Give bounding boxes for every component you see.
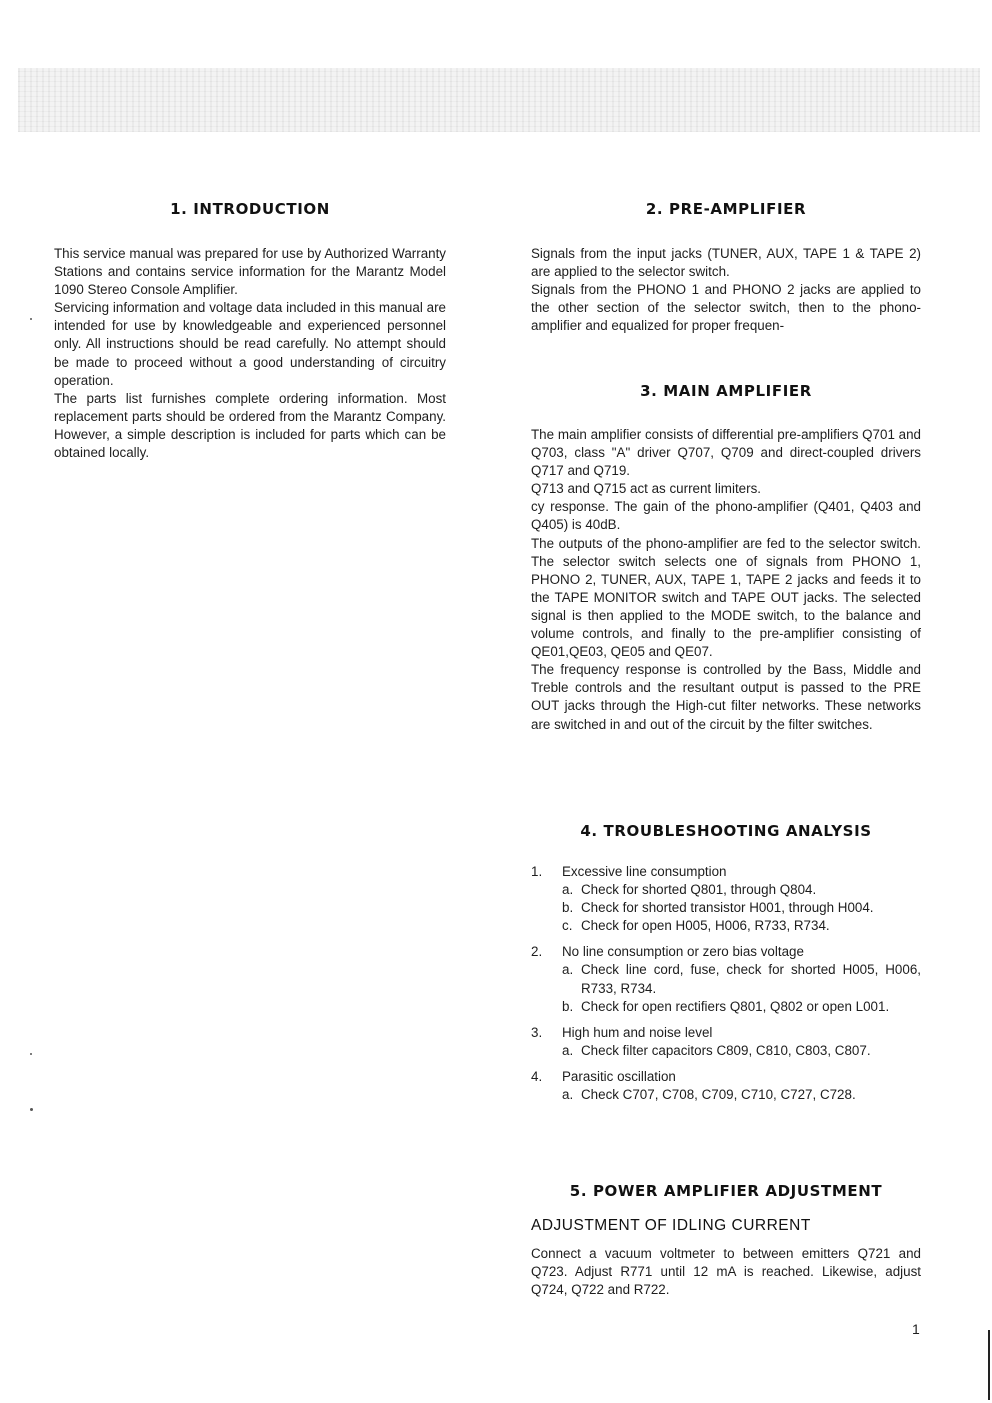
introduction-heading: 1. INTRODUCTION — [170, 200, 330, 218]
main-amp-paragraph-3: cy response. The gain of the phono-amplifier (Q401, Q403 and Q405) is 40dB. — [531, 499, 921, 533]
intro-paragraph-3: The parts list furnishes complete ordering information. Most replacement parts should be ordered from the Marantz Company. However, a simple description is included for parts which can be obtained locally. — [54, 390, 446, 461]
sub-item — [562, 917, 921, 935]
sub-item — [562, 1042, 921, 1060]
right-column — [531, 200, 921, 1320]
sub-item-letter: a. — [562, 962, 574, 978]
list-item — [531, 1024, 921, 1060]
pre-amplifier-heading: 2. PRE-AMPLIFIER — [645, 200, 807, 218]
pre-amplifier-section — [531, 200, 921, 335]
idling-current-paragraph: Connect a vacuum voltmeter to between emitters Q721 and Q723. Adjust R771 until 12 mA is reached. Likewise, adjust Q724, Q722 and R722. — [531, 1246, 921, 1298]
sub-item-letter: a. — [562, 1042, 574, 1058]
sub-item — [562, 961, 921, 997]
sub-item — [562, 1086, 921, 1104]
troubleshooting-section — [531, 822, 921, 1112]
list-item — [531, 943, 921, 1015]
sub-item-text: Check for shorted Q801, through Q804. — [581, 882, 817, 898]
sub-item-letter: c. — [562, 918, 573, 934]
sub-item — [562, 998, 921, 1016]
main-amplifier-heading: 3. MAIN AMPLIFIER — [640, 382, 812, 400]
page-edge-line — [988, 1330, 990, 1400]
sub-item — [562, 881, 921, 899]
intro-paragraph-1: This service manual was prepared for use by Authorized Warranty Stations and contains service information for the Marantz Model 1090 Stereo Console Amplifier. — [54, 246, 446, 298]
page-number: 1 — [912, 1321, 920, 1337]
item-number: 4. — [531, 1068, 543, 1084]
pre-amp-paragraph-2: Signals from the PHONO 1 and PHONO 2 jacks are applied to the other section of the selector switch, then to the phono-amplifier and equalized for proper frequen- — [531, 282, 921, 334]
sub-item-text: Check for open H005, H006, R733, R734. — [581, 918, 830, 934]
sub-item-text: Check C707, C708, C709, C710, C727, C728. — [581, 1087, 856, 1103]
item-number: 2. — [531, 944, 543, 960]
item-text: High hum and noise level — [562, 1024, 713, 1040]
sub-list — [562, 881, 921, 935]
sub-list — [562, 961, 921, 1015]
item-number: 3. — [531, 1024, 543, 1040]
left-column — [54, 200, 446, 462]
item-text: Excessive line consumption — [562, 864, 727, 879]
item-text: No line consumption or zero bias voltage — [562, 944, 804, 960]
sub-item-text: Check filter capacitors C809, C810, C803, C807. — [581, 1042, 871, 1058]
scanned-header-band — [18, 68, 980, 132]
main-amp-paragraph-2: Q713 and Q715 act as current limiters. — [531, 481, 761, 497]
pre-amp-paragraph-1: Signals from the input jacks (TUNER, AUX, TAPE 1 & TAPE 2) are applied to the selector switch. — [531, 246, 921, 280]
scan-speck — [30, 318, 32, 320]
sub-item-letter: b. — [562, 998, 574, 1014]
sub-item-text: Check for shorted transistor H001, through H004. — [581, 900, 874, 916]
main-amp-paragraph-4: The outputs of the phono-amplifier are fed to the selector switch. The selector switch selects one of signals from PHONO 1, PHONO 2, TUNER, AUX, TAPE 1, TAPE 2 jacks and feeds it to the TAPE MONITOR switch and TAPE OUT jacks. The selected signal is then applied to the MODE switch, to the balance and volume controls, and finally to the pre-amplifier consisting of QE01,QE03, QE05 and QE07. — [531, 535, 921, 660]
list-item — [531, 863, 921, 935]
scan-speck — [30, 1108, 33, 1111]
power-amp-adjustment-heading: 5. POWER AMPLIFIER ADJUSTMENT — [569, 1182, 883, 1200]
troubleshooting-list — [531, 863, 921, 1104]
main-amp-paragraph-1: The main amplifier consists of differential pre-amplifiers Q701 and Q703, class "A" driver Q707, Q709 and direct-coupled drivers Q717 and Q719. — [531, 427, 921, 479]
sub-item-text: Check for open rectifiers Q801, Q802 or open L001. — [581, 998, 890, 1014]
scan-speck — [30, 1053, 32, 1055]
sub-list — [562, 1086, 921, 1104]
sub-item-letter: b. — [562, 900, 574, 916]
sub-item-letter: a. — [562, 1087, 574, 1103]
sub-item — [562, 899, 921, 917]
sub-item-letter: a. — [562, 882, 574, 898]
introduction-body — [54, 245, 446, 462]
main-amp-paragraph-5: The frequency response is controlled by the Bass, Middle and Treble controls and the resultant output is passed to the PRE OUT jacks through the High-cut filter networks. These networks are switched in and out of the circuit by the filter switches. — [531, 662, 921, 732]
sub-list — [562, 1042, 921, 1060]
idling-current-subheading: ADJUSTMENT OF IDLING CURRENT — [531, 1217, 811, 1234]
item-text: Parasitic oscillation — [562, 1068, 676, 1084]
item-number: 1. — [531, 864, 543, 879]
list-item — [531, 1068, 921, 1104]
sub-item-text: Check line cord, fuse, check for shorted H005, H006, R733, R734. — [581, 962, 921, 996]
troubleshooting-heading: 4. TROUBLESHOOTING ANALYSIS — [580, 822, 872, 840]
main-amplifier-section — [531, 382, 921, 734]
intro-paragraph-2: Servicing information and voltage data included in this manual are intended for use by knowledgeable and experienced personnel only. All instructions should be read carefully. No attempt should be made to proceed without a good understanding of circuitry operation. — [54, 300, 446, 388]
power-amp-adjustment-section — [531, 1182, 921, 1299]
